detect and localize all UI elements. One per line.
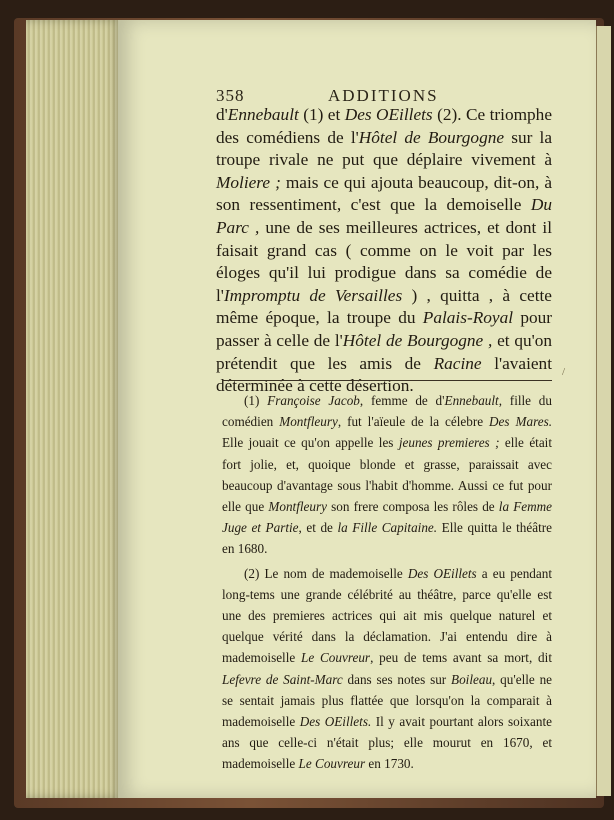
- footnote-2: (2) Le nom de mademoiselle Des OEillets a eu pendant long-tems une grande célébrité au théâtre, parce qu'elle est une des premieres actrices qui ait mis quelque naturel et quelque vérité dans la déclamation. J'ai entendu dire à mademoiselle Le Couvreur, peu de tems avant sa mort, dit Lefevre de Saint-Marc dans ses notes sur Boileau, qu'elle ne se sentait jamais plus flattée que lorsqu'on la comparait à mademoiselle Des OEillets. Il y avait pourtant alors soixante ans que celle-ci n'était plus; elle mourut en 1670, et mademoiselle Le Couvreur en 1730.: [222, 565, 553, 772]
- margin-mark: /: [562, 366, 566, 378]
- main-paragraph: [216, 104, 552, 398]
- page-number: 358: [216, 86, 245, 105]
- facing-page-edge: [596, 26, 611, 796]
- footnote-1: (1) Françoise Jacob, femme de d'Ennebault, fille du comédien Montfleury, fut l'aïeule de la célebre Des Mares. Elle jouait ce qu'on appelle les jeunes premieres ; elle était fort jolie, et, quoique blonde et grasse, paraissait avec beaucoup d'avantage sous l'habit d'homme. Aussi ce fut pour elle que Montfleury son frere composa les rôles de la Femme Juge et Partie, et de la Fille Capitaine. Elle quitta le théâtre en 1680.: [222, 393, 553, 557]
- paragraph-body: d'Ennebault (1) et Des OEillets (2). Ce triomphe des comédiens de l'Hôtel de Bourgogne sur la troupe rivale ne put que déplaire vivement à Moliere ; mais ce qui ajouta beaucoup, dit-on, à son ressentiment, c'est que la demoiselle Du Parc , une de ses meilleures actrices, et dont il faisait grand cas ( comme on le voit par les éloges qu'il lui prodigue dans sa comédie de l'Impromptu de Versailles ) , quitta , à cette même époque, la troupe du Palais-Royal pour passer à celle de l'Hôtel de Bourgogne , et qu'on prétendit que les amis de Racine l'avaient déterminée à cette désertion.: [216, 105, 553, 396]
- footnote-divider: [222, 380, 552, 381]
- running-head: ADDITIONS: [328, 86, 439, 105]
- page-edges: [26, 20, 122, 798]
- footnotes: [222, 390, 552, 775]
